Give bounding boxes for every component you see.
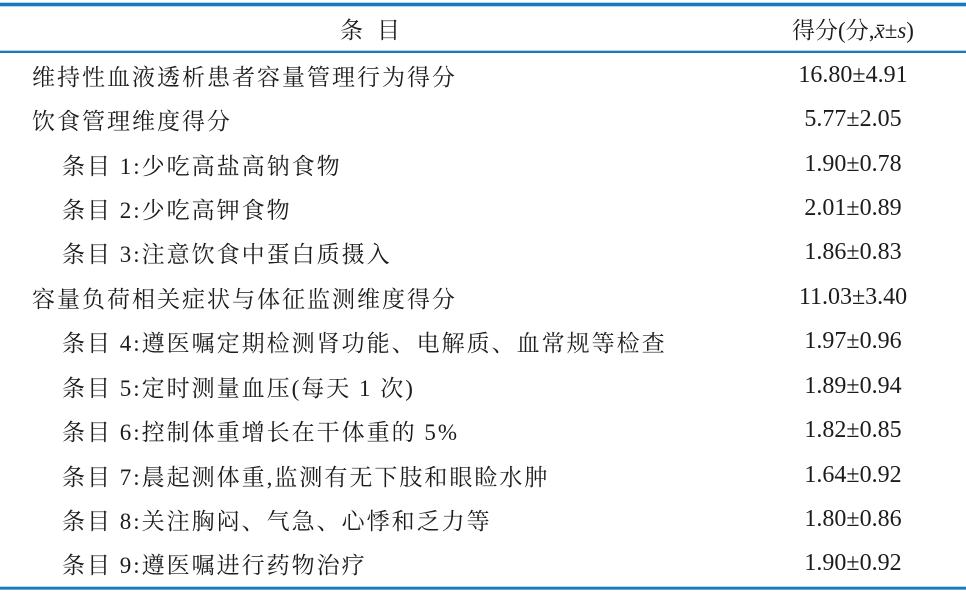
table-row	[0, 497, 966, 541]
table-row	[0, 53, 966, 97]
table-row	[0, 142, 966, 186]
table-header-row	[0, 7, 966, 50]
item-label: 条目 8:关注胸闷、气急、心悸和乏力等	[62, 508, 492, 534]
table-row	[0, 542, 966, 586]
score-value: 1.90±0.92	[804, 550, 902, 577]
item-label: 条目 3:注意饮食中蛋白质摄入	[62, 242, 392, 268]
item-label: 条目 9:遵医嘱进行药物治疗	[62, 553, 367, 579]
score-value: 16.80±4.91	[798, 61, 908, 88]
table-row	[0, 186, 966, 230]
score-header-prefix: 得分(分,	[792, 18, 875, 43]
score-value: 1.64±0.92	[804, 461, 902, 488]
table-row	[0, 408, 966, 452]
item-label: 条目 7:晨起测体重,监测有无下肢和眼睑水肿	[62, 464, 550, 490]
column-header-score	[740, 12, 966, 45]
bottom-whitespace	[0, 590, 966, 596]
table-row	[0, 453, 966, 497]
table-row	[0, 231, 966, 275]
score-value: 1.97±0.96	[804, 328, 902, 355]
item-label: 容量负荷相关症状与体征监测维度得分	[32, 286, 457, 312]
item-label: 条目 1:少吃高盐高钠食物	[62, 153, 342, 179]
column-header-item: 条目	[340, 18, 414, 43]
xbar-symbol: x̄	[874, 18, 885, 43]
item-label: 饮食管理维度得分	[32, 109, 232, 135]
item-label: 条目 5:定时测量血压(每天 1 次)	[62, 375, 415, 401]
score-value: 5.77±2.05	[804, 106, 902, 133]
s-symbol: s	[897, 18, 907, 43]
score-value: 1.80±0.86	[804, 505, 902, 532]
item-label: 条目 6:控制体重增长在干体重的 5%	[62, 420, 460, 446]
table-row	[0, 97, 966, 141]
score-value: 1.89±0.94	[804, 372, 902, 399]
score-value: 1.86±0.83	[804, 239, 902, 266]
score-value: 2.01±0.89	[804, 194, 902, 221]
item-label: 条目 4:遵医嘱定期检测肾功能、电解质、血常规等检查	[62, 331, 667, 357]
item-label: 维持性血液透析患者容量管理行为得分	[32, 64, 457, 90]
score-value: 1.90±0.78	[804, 150, 902, 177]
item-label: 条目 2:少吃高钾食物	[62, 197, 292, 223]
table-row	[0, 320, 966, 364]
score-value: 1.82±0.85	[804, 417, 902, 444]
table-body	[0, 53, 966, 586]
plus-minus-symbol: ±	[884, 18, 898, 43]
table-row	[0, 364, 966, 408]
score-header-suffix: )	[906, 18, 914, 43]
score-value: 11.03±3.40	[798, 283, 908, 310]
table-row	[0, 275, 966, 319]
